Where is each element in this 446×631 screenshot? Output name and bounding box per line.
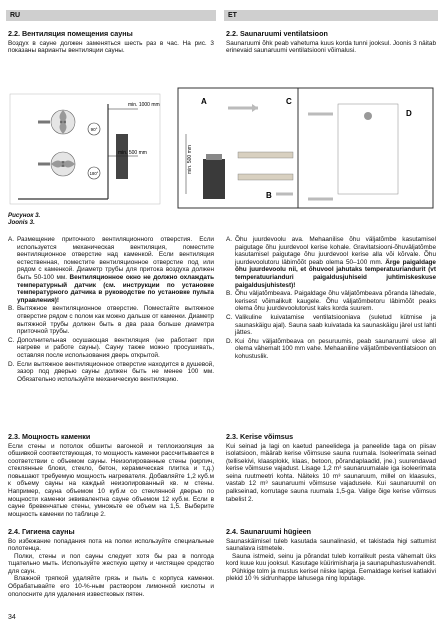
ru-section-heater-output bbox=[8, 433, 214, 518]
et-vent-list bbox=[226, 236, 436, 362]
fan-diagram-left bbox=[10, 94, 160, 204]
figure-caption-ru: Рисунок 3. bbox=[8, 212, 41, 219]
list-key: A. bbox=[8, 236, 15, 243]
list-key: C. bbox=[8, 336, 15, 344]
et-paragraph: Pühkige tolm ja mustus kerisel niiske lapiga. Eemaldage kerisel katlakivi plekid 10 % sidrunhappe lahusega ning loputage. bbox=[226, 567, 436, 583]
language-tab-ru: RU bbox=[6, 10, 216, 21]
ru-list-item-b bbox=[8, 305, 214, 335]
et-section-title: 2.4. Saunaruumi hügieen bbox=[226, 527, 312, 536]
list-text: Дополнительная осушающая вентиляция (не работает при нагреве и работе сауны). Сауну также можно просушивать, оставляя после использования дверь открытой. bbox=[17, 336, 214, 359]
dimension-min-500: min. 500 mm bbox=[118, 150, 147, 156]
angle-label-180: 180° bbox=[89, 171, 99, 176]
ru-section-title: 2.2. Вентиляция помещения сауны bbox=[8, 29, 133, 38]
ru-paragraph: Полки, стены и пол сауны следует хотя бы раз в полгода тщательно мыть. Используйте жесткую щетку и чистящее средство для саун. bbox=[8, 552, 214, 575]
et-section-hygiene bbox=[226, 528, 436, 583]
ru-paragraph: Во избежание попадания пота на полки используйте специальные полотенца. bbox=[8, 537, 214, 553]
figure-caption-et: Joonis 3. bbox=[8, 219, 35, 226]
ru-section-ventilation-intro bbox=[8, 30, 214, 55]
et-list-item-a bbox=[226, 236, 436, 289]
list-text: Valikuline kuivatamise ventilatsiooniava (suletud kütmise ja saunaskäigu ajal). Sauna saab kuivatada ka saunaskäigu järel ust lahti jättes. bbox=[235, 313, 436, 337]
ru-paragraph: Влажной тряпкой удаляйте грязь и пыль с корпуса каменки. Обрабатывайте его 10-%-ным раствором лимонной кислоты и ополосните для удаления известковых пятен. bbox=[8, 575, 214, 598]
ventilation-figure bbox=[8, 74, 438, 224]
language-tab-et: ET bbox=[224, 10, 438, 21]
ru-vent-list bbox=[8, 236, 214, 384]
angle-label-90: 90° bbox=[90, 127, 98, 132]
list-key: A. bbox=[226, 236, 233, 243]
et-section-title: 2.2. Saunaruumi ventilatsioon bbox=[226, 29, 328, 38]
ru-section-hygiene bbox=[8, 528, 214, 598]
et-list-item-d bbox=[226, 338, 436, 361]
list-key: D. bbox=[226, 337, 233, 345]
list-text: Õhu väljatõmbeava. Paigaldage õhu väljatõmbeava põranda lähedale, kerisest võimalikult kaugele. Õhu väljatõmbetoru läbimõõt peaks olema õhu juurdevoolutorust kaks korda suurem. bbox=[235, 290, 436, 313]
list-text: Õhu juurdevoolu ava. Mehaanilise õhu väljatõmbe kasutamisel paigutage õhu juurdevool kerise kohale. Gravitatsiooni-õhuväljatõmbe kasutamisel paigutage õhu juurdevool kerise alla või kõrvale. Õhu juurdevoolutoru läbimõõt peab olema 50–100 mm. Ärge paigaldage õhu juurdevoolu nii, et õhuvool jahutaks temperatuuriandurit (vt temperatuurianduri paigaldusjuhiseid juhtimiskeskuse paigaldusjuhistest)! bbox=[235, 236, 436, 289]
figure-letter-d: D bbox=[406, 109, 412, 118]
et-section-title: 2.3. Kerise võimsus bbox=[226, 432, 294, 441]
list-text: Вытяжное вентиляционное отверстие. Поместайте вытяжное отверстие рядом с полом как можно дальше от каменки. Диаметр вытяжной трубы должен быть в два раза больше диаметра приточной трубы. bbox=[17, 305, 214, 336]
ru-paragraph: Воздух в сауне должен заменяться шесть раз в час. На рис. 3 показаны варианты вентиляции сауны. bbox=[8, 39, 214, 55]
figure-caption bbox=[8, 212, 40, 226]
figure-letter-b: B bbox=[266, 191, 272, 200]
et-list-item-c bbox=[226, 314, 436, 337]
sauna-room-diagram bbox=[178, 88, 433, 208]
ru-list-item-d bbox=[8, 361, 214, 384]
list-key: B. bbox=[8, 305, 15, 313]
dimension-min-1000: min. 1000 mm bbox=[128, 102, 160, 108]
list-key: D. bbox=[8, 360, 15, 368]
list-key: C. bbox=[226, 313, 233, 321]
list-text: Если вытяжное вентиляционное отверстие находится в душевой, зазор под дверью сауны должен быть не менее 100 мм. Обязательно используйте механическую вентиляцию. bbox=[17, 360, 214, 383]
ru-section-title: 2.3. Мощность каменки bbox=[8, 432, 91, 441]
et-paragraph: Sauna istmeid, seinu ja põrandat tuleb korralikult pesta vähemalt üks kord kuue kuu jooksul. Kasutage küürimisharja ja saunapuhastusvahendit. bbox=[226, 552, 436, 568]
et-paragraph: Kui seinad ja lagi on kaetud paneelidega ja paneelide taga on piisav isolatsioon, määrab kerise võimsuse sauna ruumala. Isoleerimata seinad (tellisekivi, klaasplokk, klaas, betoon, põrandaplaadid, jne.) suurendavad kerise võimsuse vajadust. Lisage 1,2 m³ saunaruumalale iga isoleerimata seina ruutmeetri kohta. Näiteks 10 m³ saunaruum, millel on klaasuks, vastab 12 m³ saunaruumi võimsuse vajadusele. Kui saunaruumil on palkseinad, korrutage sauna ruumala 1,5-ga. Valige õige kerise võimsus tabelist 2. bbox=[226, 442, 436, 503]
ru-paragraph: Если стены и потолок обшиты вагонкой и теплоизоляция за обшивкой соответствующая, то мощность каменки рассчитывается в соответствии с объемом сауны. Неизолированные стены (кирпич, стеклянные блоки, стекло, бетон, керамическая плитка и т.д.) повышают требуемую мощность нагревателя. Добавляйте 1,2 куб.м к объему сауны на каждый неизолированный кв. м стены. Например, сауна объемом 10 куб.м со стеклянной дверью по мощности каменки эквивалентна сауне объемом 12 куб.м. Если в сауне бревенчатые стены, умножьте ее объем на 1,5. Выберите мощность каменки по таблице 2. bbox=[8, 442, 214, 518]
figure-letter-c: C bbox=[286, 97, 292, 106]
ru-section-title: 2.4. Гигиена сауны bbox=[8, 527, 75, 536]
ru-list-item-a bbox=[8, 236, 214, 304]
list-text: Размещение приточного вентиляционного отверстия. Если используется механическая вентиляция, поместите вентиляционное отверстие над каменкой. Если вентиляция естественная, поместите вентиляционное отверстие под или рядом с каменкой. Диаметр трубы для притока воздуха должен быть 50-100 мм. Вентиляционное окно не должно охлаждать температурный датчик (см. инструкции по установке температурного датчика в руководстве по установке пульта управления)! bbox=[17, 236, 214, 304]
ru-list-item-c bbox=[8, 337, 214, 360]
et-section-ventilation-intro bbox=[226, 30, 436, 55]
figure-letter-a: A bbox=[201, 97, 207, 106]
list-key: B. bbox=[226, 290, 233, 298]
dimension-min-500-vertical: min. 500 mm bbox=[187, 145, 193, 174]
et-section-heater-output bbox=[226, 433, 436, 503]
et-paragraph: Saunaruumi õhk peab vahetuma kuus korda tunni jooksul. Joonis 3 näitab erinevaid saunaruumi ventilatsiooni võimalusi. bbox=[226, 39, 436, 55]
page-number: 34 bbox=[8, 614, 16, 621]
et-paragraph: Saunaskäimisel tuleb kasutada saunalinasid, et takistada higi sattumist saunalava istmetele. bbox=[226, 537, 436, 553]
list-text: Kui õhu väljatõmbeava on pesuruumis, peab saunaruumi ukse all olema vähemalt 100 mm vahe. Mehaaniline väljatõmbeventilatsioon on kohustuslik. bbox=[235, 337, 436, 360]
ventilation-diagram bbox=[8, 74, 438, 224]
et-list-item-b bbox=[226, 290, 436, 313]
